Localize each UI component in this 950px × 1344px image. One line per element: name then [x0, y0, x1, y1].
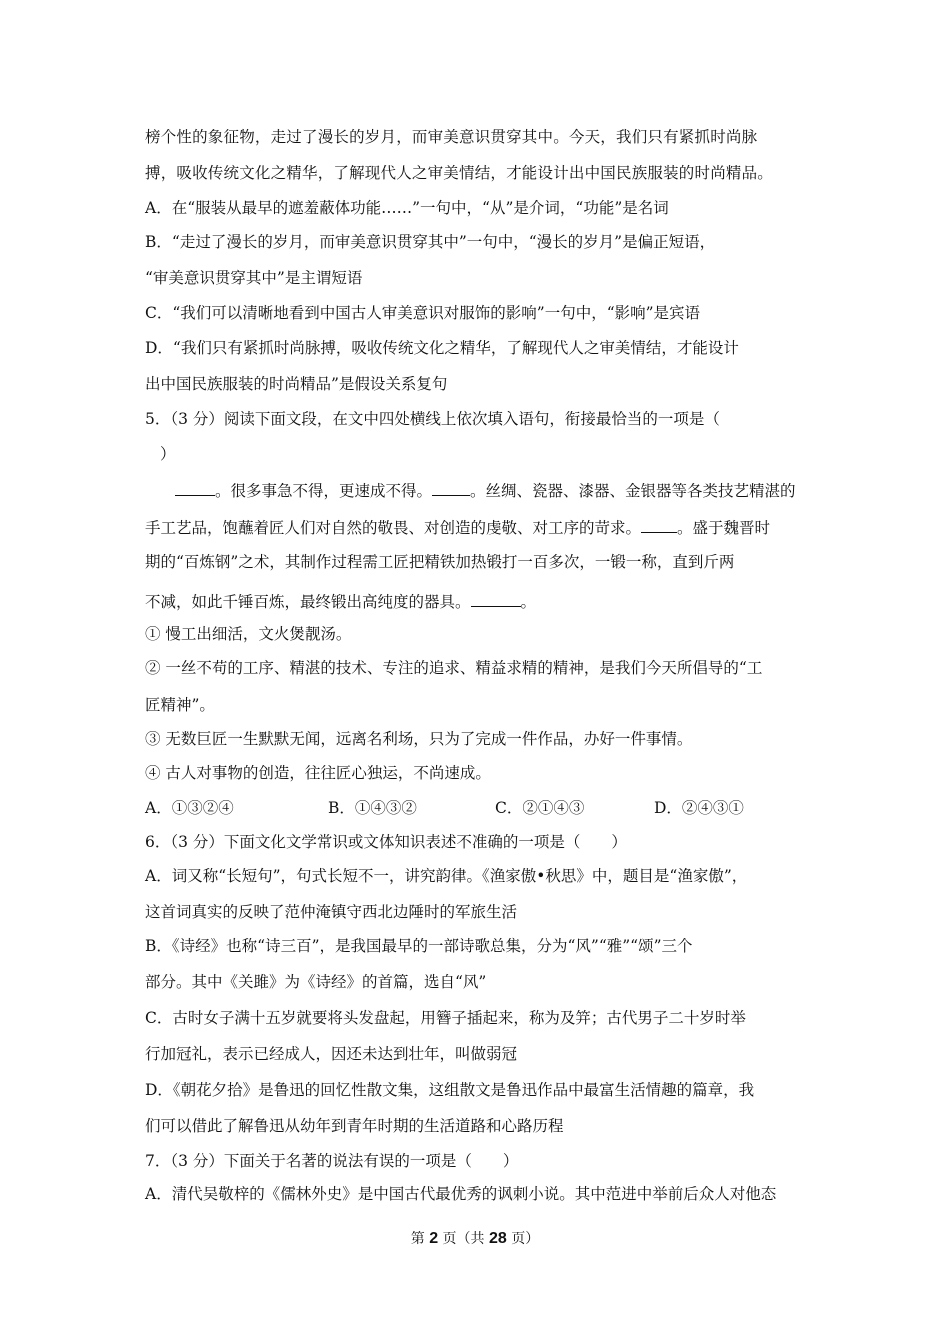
q4-option-b: B．“走过了漫长的岁月，而审美意识贯穿其中”一句中，“漫长的岁月”是偏正短语，	[145, 233, 716, 251]
q5-sentence-2-cont: 匠精神”。	[145, 696, 215, 714]
passage-line: 榜个性的象征物，走过了漫长的岁月，而审美意识贯穿其中。今天，我们只有紧抓时尚脉	[145, 128, 758, 146]
q5-sentence-3: ③ 无数巨匠一生默默无闻，远离名利场，只为了完成一件作品，办好一件事情。	[145, 730, 693, 748]
fill-blank[interactable]	[641, 516, 677, 533]
q4-option-c: C．“我们可以清晰地看到中国古人审美意识对服饰的影响”一句中，“影响”是宾语	[145, 304, 701, 322]
q5-passage-line: 。很多事急不得，更速成不得。 。丝绸、瓷器、漆器、金银器等各类技艺精湛的	[175, 479, 796, 501]
fill-blank[interactable]	[471, 590, 521, 607]
q4-option-a: A．在“服装从最早的遮羞蔽体功能……”一句中，“从”是介词，“功能”是名词	[145, 199, 669, 217]
q5-option-b[interactable]: B．①④③②	[328, 799, 417, 817]
page-footer: 第 2 页（共 28 页）	[410, 1230, 540, 1247]
q5-passage-line: 不减，如此千锤百炼，最终锻出高纯度的器具。 。	[145, 590, 536, 612]
q5-option-d[interactable]: D．②④③①	[654, 799, 744, 817]
q5-option-c[interactable]: C．②①④③	[495, 799, 585, 817]
q6-option-a-cont: 这首词真实的反映了范仲淹镇守西北边陲时的军旅生活	[145, 903, 518, 921]
q5-stem: 5．（3 分）阅读下面文段，在文中四处横线上依次填入语句，衔接最恰当的一项是（	[145, 410, 720, 428]
fill-blank[interactable]	[175, 479, 215, 496]
q4-option-b-cont: “审美意识贯穿其中”是主谓短语	[145, 269, 363, 287]
q6-option-d: D．《朝花夕拾》是鲁迅的回忆性散文集，这组散文是鲁迅作品中最富生活情趣的篇章，我	[145, 1081, 755, 1099]
q4-option-d-cont: 出中国民族服装的时尚精品”是假设关系复句	[145, 375, 448, 393]
total-pages: 28	[489, 1230, 507, 1247]
q5-sentence-4: ④ 古人对事物的创造，往往匠心独运，不尚速成。	[145, 764, 491, 782]
q5-sentence-1: ① 慢工出细活，文火煲靓汤。	[145, 625, 352, 643]
q7-stem: 7．（3 分）下面关于名著的说法有误的一项是（ ）	[145, 1152, 519, 1170]
q5-passage-line: 期的“百炼钢”之术，其制作过程需工匠把精铁加热锻打一百多次，一锻一称，直到斤两	[145, 553, 735, 571]
q5-stem-paren: ）	[160, 445, 176, 463]
q6-option-c: C．古时女子满十五岁就要将头发盘起，用簪子插起来，称为及笄；古代男子二十岁时举	[145, 1009, 746, 1027]
q5-passage-line: 手工艺品，饱蘸着匠人们对自然的敬畏、对创造的虔敬、对工序的苛求。 。盛于魏晋时	[145, 516, 770, 538]
page-number: 2	[429, 1230, 439, 1247]
q6-option-a: A．词又称“长短句”，句式长短不一，讲究韵律。《渔家傲•秋思》中，题目是“渔家傲”，	[145, 867, 748, 885]
q6-option-b-cont: 部分。其中《关雎》为《诗经》的首篇，选自“风”	[145, 973, 487, 991]
q6-stem: 6．（3 分）下面文化文学常识或文体知识表述不准确的一项是（ ）	[145, 833, 627, 851]
q4-option-d: D．“我们只有紧抓时尚脉搏，吸收传统文化之精华，了解现代人之审美情结，才能设计	[145, 339, 739, 357]
q5-sentence-2: ② 一丝不苟的工序、精湛的技术、专注的追求、精益求精的精神，是我们今天所倡导的“工	[145, 659, 763, 677]
q6-option-d-cont: 们可以借此了解鲁迅从幼年到青年时期的生活道路和心路历程	[145, 1117, 564, 1135]
q5-option-a[interactable]: A．①③②④	[145, 799, 234, 817]
q5-options	[145, 798, 805, 818]
fill-blank[interactable]	[432, 479, 470, 496]
q7-option-a: A．清代吴敬梓的《儒林外史》是中国古代最优秀的讽刺小说。其中范进中举前后众人对他态	[145, 1185, 777, 1203]
q6-option-c-cont: 行加冠礼，表示已经成人，因还未达到壮年，叫做弱冠	[145, 1045, 518, 1063]
q6-option-b: B．《诗经》也称“诗三百”，是我国最早的一部诗歌总集，分为“风”“雅”“颂”三个	[145, 937, 693, 955]
passage-line: 搏，吸收传统文化之精华，了解现代人之审美情结，才能设计出中国民族服装的时尚精品。	[145, 164, 774, 182]
